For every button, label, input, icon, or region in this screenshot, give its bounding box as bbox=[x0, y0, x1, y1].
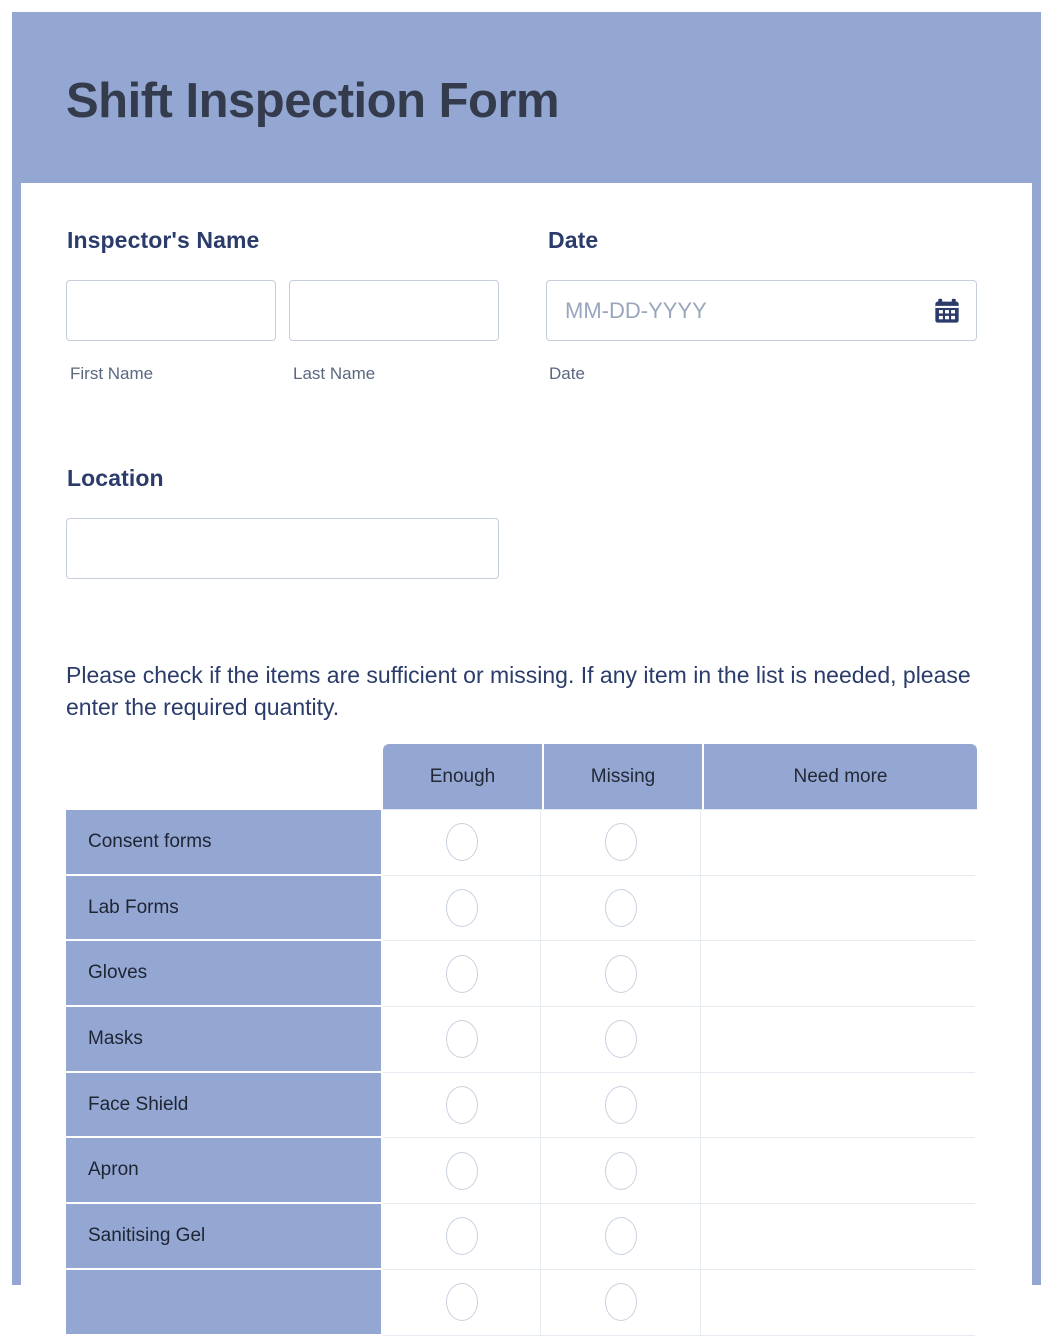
inspection-table bbox=[66, 744, 977, 1336]
date-sublabel: Date bbox=[549, 364, 585, 383]
row-label: Gloves bbox=[66, 941, 383, 1007]
calendar-picker-button[interactable] bbox=[933, 297, 961, 325]
need-more-quantity-cell[interactable] bbox=[700, 1138, 975, 1204]
enough-cell bbox=[383, 1204, 540, 1270]
calendar-icon bbox=[933, 313, 961, 328]
table-row bbox=[66, 941, 977, 1007]
missing-cell bbox=[540, 1007, 700, 1073]
enough-cell bbox=[383, 1007, 540, 1073]
missing-cell bbox=[540, 1270, 700, 1336]
radio-enough[interactable] bbox=[446, 1217, 478, 1255]
form-title: Shift Inspection Form bbox=[66, 74, 560, 128]
radio-missing[interactable] bbox=[605, 1217, 637, 1255]
row-label: Apron bbox=[66, 1138, 383, 1204]
radio-missing[interactable] bbox=[605, 1283, 637, 1321]
radio-enough[interactable] bbox=[446, 1086, 478, 1124]
table-row bbox=[66, 1007, 977, 1073]
radio-missing[interactable] bbox=[605, 1020, 637, 1058]
row-label: Lab Forms bbox=[66, 876, 383, 942]
table-corner-spacer bbox=[66, 744, 383, 810]
need-more-quantity-cell[interactable] bbox=[700, 876, 975, 942]
radio-enough[interactable] bbox=[446, 1152, 478, 1190]
need-more-quantity-cell[interactable] bbox=[700, 1007, 975, 1073]
enough-cell bbox=[383, 1270, 540, 1336]
first-name-sublabel: First Name bbox=[70, 364, 154, 383]
need-more-quantity-cell[interactable] bbox=[700, 1270, 975, 1336]
row-label: Face Shield bbox=[66, 1073, 383, 1139]
table-row bbox=[66, 1138, 977, 1204]
radio-enough[interactable] bbox=[446, 955, 478, 993]
missing-cell bbox=[540, 810, 700, 876]
missing-cell bbox=[540, 1073, 700, 1139]
missing-cell bbox=[540, 941, 700, 1007]
radio-enough[interactable] bbox=[446, 1283, 478, 1321]
column-header-need-more: Need more bbox=[702, 744, 977, 810]
form-body bbox=[21, 183, 1032, 1285]
need-more-quantity-cell[interactable] bbox=[700, 1204, 975, 1270]
location-input[interactable] bbox=[66, 518, 499, 579]
missing-cell bbox=[540, 876, 700, 942]
row-label bbox=[66, 1270, 383, 1336]
last-name-sublabel: Last Name bbox=[293, 364, 376, 383]
enough-cell bbox=[383, 1073, 540, 1139]
column-header-enough: Enough bbox=[383, 744, 542, 810]
need-more-quantity-cell[interactable] bbox=[700, 810, 975, 876]
missing-cell bbox=[540, 1138, 700, 1204]
form-header bbox=[12, 12, 1041, 183]
table-row bbox=[66, 810, 977, 876]
row-label: Masks bbox=[66, 1007, 383, 1073]
table-row bbox=[66, 1270, 977, 1336]
inspector-name-label: Inspector's Name bbox=[67, 227, 260, 253]
first-name-input[interactable] bbox=[66, 280, 276, 341]
radio-missing[interactable] bbox=[605, 1152, 637, 1190]
column-header-missing: Missing bbox=[542, 744, 702, 810]
date-input[interactable] bbox=[546, 280, 977, 341]
form-panel bbox=[12, 12, 1041, 1285]
enough-cell bbox=[383, 810, 540, 876]
location-label: Location bbox=[67, 465, 164, 491]
table-row bbox=[66, 1204, 977, 1270]
instruction-text: Please check if the items are sufficient or missing. If any item in the list is needed, please enter the required quantity. bbox=[66, 662, 971, 720]
need-more-quantity-cell[interactable] bbox=[700, 941, 975, 1007]
table-row bbox=[66, 1073, 977, 1139]
enough-cell bbox=[383, 876, 540, 942]
date-field bbox=[546, 280, 977, 341]
radio-enough[interactable] bbox=[446, 1020, 478, 1058]
missing-cell bbox=[540, 1204, 700, 1270]
radio-missing[interactable] bbox=[605, 889, 637, 927]
table-body bbox=[66, 810, 977, 1336]
row-label: Sanitising Gel bbox=[66, 1204, 383, 1270]
radio-missing[interactable] bbox=[605, 823, 637, 861]
table-header-row bbox=[66, 744, 977, 810]
radio-missing[interactable] bbox=[605, 1086, 637, 1124]
table-row bbox=[66, 876, 977, 942]
date-label: Date bbox=[548, 227, 599, 253]
enough-cell bbox=[383, 1138, 540, 1204]
enough-cell bbox=[383, 941, 540, 1007]
radio-missing[interactable] bbox=[605, 955, 637, 993]
radio-enough[interactable] bbox=[446, 823, 478, 861]
row-label: Consent forms bbox=[66, 810, 383, 876]
need-more-quantity-cell[interactable] bbox=[700, 1073, 975, 1139]
radio-enough[interactable] bbox=[446, 889, 478, 927]
last-name-input[interactable] bbox=[289, 280, 499, 341]
